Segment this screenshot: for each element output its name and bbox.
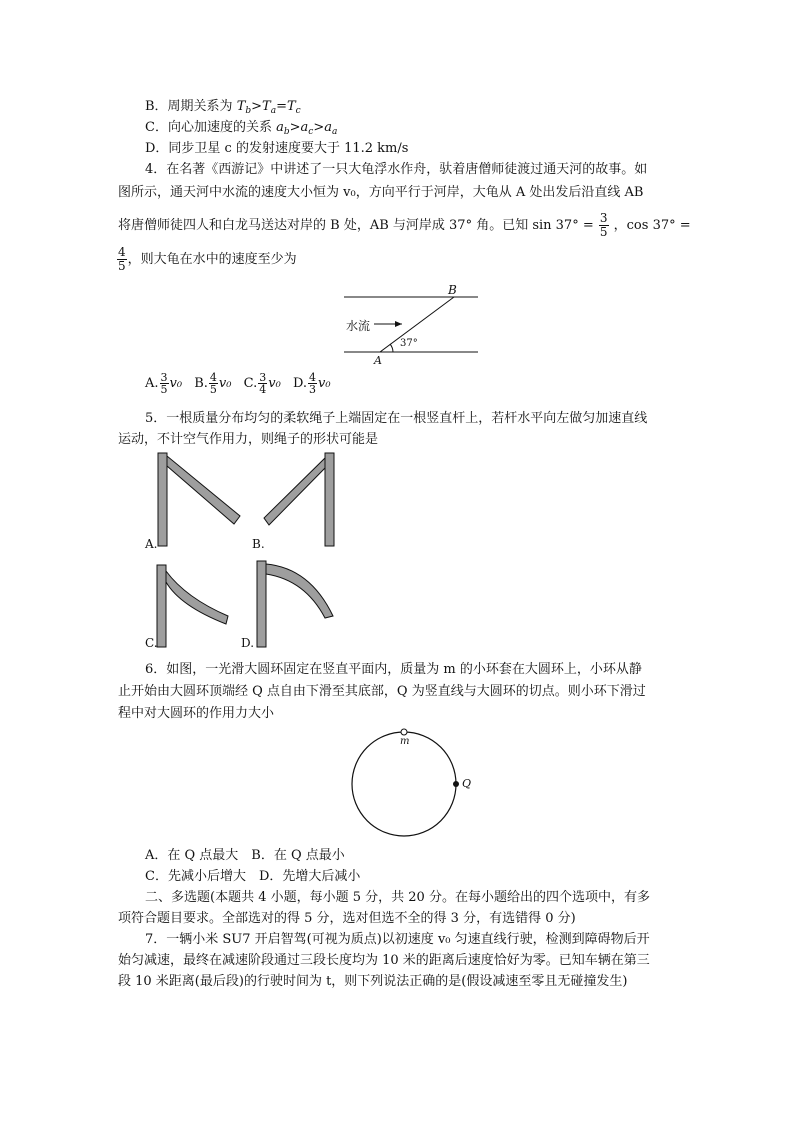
q5-d-rope <box>266 564 333 618</box>
q3-option-b <box>145 98 301 120</box>
q5-line-2: 运动，不计空气作用力，则绳子的形状可能是 <box>118 432 379 447</box>
sin-num: 3 <box>599 211 608 225</box>
q5-label-b: B. <box>252 537 265 551</box>
q4-line-2: 图所示，通天河中水流的速度大小恒为 v₀，方向平行于河岸，大龟从 A 处出发后沿直线 AB <box>118 185 644 200</box>
q4-option-d-key: D. <box>292 376 308 391</box>
q3-option-c <box>145 119 337 141</box>
q4-options <box>145 372 339 395</box>
q4-option-d-frac <box>308 372 317 395</box>
q5-d-pole <box>257 561 266 647</box>
q4-label-angle: 37° <box>400 338 418 349</box>
q5-figures-ab <box>150 450 350 550</box>
q4-sin-fraction <box>599 212 609 239</box>
q3-option-b-math: $T_b>T_a=T_c$ <box>236 99 301 116</box>
q4-label-b: B <box>448 283 457 297</box>
q4-option-b-den: 5 <box>209 383 217 396</box>
q4-option-b-frac <box>209 372 218 395</box>
q6-point-q <box>453 781 459 787</box>
section2-line-2: 项符合题目要求。全部选对的得 5 分，选对但选不全的得 3 分，有选错得 0 分) <box>118 911 576 926</box>
q6-label-q: Q <box>462 777 472 790</box>
q4-option-a-v: v₀ <box>169 376 183 391</box>
q6-big-ring <box>352 732 456 836</box>
q4-label-a: A <box>374 354 382 367</box>
q4-option-b <box>194 372 231 395</box>
q5-c-rope <box>166 571 228 624</box>
q4-option-c-num: 3 <box>259 371 267 384</box>
q4-option-b-num: 4 <box>209 371 217 384</box>
q6-label-m: m <box>400 736 410 747</box>
q6-line-2: 止开始由大圆环顶端经 Q 点自由下滑至其底部，Q 为竖直线与大圆环的切点。则小环下滑过 <box>118 684 646 699</box>
q7-line-3: 段 10 米距离(最后段)的行驶时间为 t，则下列说法正确的是(假设减速至零且无碰撞发生) <box>118 974 628 989</box>
q5-a-pole <box>158 453 167 546</box>
q4-option-a-den: 5 <box>160 383 168 396</box>
q4-option-c-key: C. <box>243 376 258 391</box>
q4-line-3a: 将唐僧师徒四人和白龙马送达对岸的 B 处，AB 与河岸成 37° 角。已知 sin 37° = <box>118 218 594 233</box>
q4-option-a-frac <box>160 372 169 395</box>
q5-a-rope <box>167 456 240 524</box>
q4-option-b-v: v₀ <box>218 376 232 391</box>
cos-den: 5 <box>118 259 126 273</box>
q3-option-d: D．同步卫星 c 的发射速度要大于 11.2 km/s <box>145 141 409 156</box>
q4-option-a-key: A. <box>145 376 159 391</box>
q4-water-arrow-head <box>395 321 402 327</box>
q4-angle-arc <box>390 344 393 352</box>
q4-option-b-key: B. <box>194 376 208 391</box>
q4-option-c-frac <box>258 372 267 395</box>
q4-line-1: 4．在名著《西游记》中讲述了一只大龟浮水作舟，驮着唐僧师徒渡过通天河的故事。如 <box>145 162 648 177</box>
q5-b-pole <box>325 453 334 546</box>
q5-label-d: D. <box>241 636 255 650</box>
q6-small-ring <box>401 729 407 735</box>
q3-option-c-math: $a_b>a_c>a_a$ <box>276 120 338 137</box>
q4-option-d <box>293 372 331 395</box>
q4-cos-fraction <box>117 246 127 273</box>
q5-label-c: C. <box>145 636 158 650</box>
q6-line-1: 6．如图，一光滑大圆环固定在竖直平面内，质量为 m 的小环套在大圆环上，小环从静 <box>145 662 642 677</box>
q6-options-cd: C．先减小后增大 D．先增大后减小 <box>145 869 361 884</box>
q4-option-d-num: 4 <box>309 371 317 384</box>
q6-options-ab: A．在 Q 点最大 B．在 Q 点最小 <box>145 848 345 863</box>
q5-c-pole <box>157 565 166 647</box>
q4-option-c <box>244 372 281 395</box>
q4-line-3b: ，cos 37° = <box>613 218 691 233</box>
q4-option-a-num: 3 <box>160 371 168 384</box>
section2-line-1: 二、多选题(本题共 4 小题，每小题 5 分，共 20 分。在每小题给出的四个选项中，有多 <box>145 890 650 905</box>
q3-option-b-text: B．周期关系为 <box>145 99 237 114</box>
q5-b-rope <box>264 458 325 525</box>
sin-den: 5 <box>599 225 608 239</box>
q4-option-d-v: v₀ <box>318 376 331 391</box>
q4-option-d-den: 3 <box>309 383 317 396</box>
q4-option-c-den: 4 <box>259 383 267 396</box>
q3-option-c-text: C．向心加速度的关系 <box>145 120 277 135</box>
q5-label-a: A. <box>145 537 158 551</box>
q7-line-2: 始匀减速，最终在减速阶段通过三段长度均为 10 米的距离后速度恰好为零。已知车辆在第三 <box>118 953 650 968</box>
q4-label-water: 水流 <box>346 319 371 333</box>
q4-option-c-v: v₀ <box>268 376 281 391</box>
q7-line-1: 7．一辆小米 SU7 开启智驾(可视为质点)以初速度 v₀ 匀速直线行驶，检测到障碍物后开 <box>145 932 650 947</box>
q4-line-4-text: ，则大龟在水中的速度至少为 <box>127 252 297 267</box>
q5-line-1: 5．一根质量分布均匀的柔软绳子上端固定在一根竖直杆上，若杆水平向左做匀加速直线 <box>145 411 648 426</box>
q4-line-3 <box>118 212 691 239</box>
cos-num: 4 <box>118 245 126 259</box>
q4-line-4 <box>116 246 297 273</box>
q4-option-a <box>145 372 182 395</box>
q6-line-3: 程中对大圆环的作用力大小 <box>118 706 275 721</box>
